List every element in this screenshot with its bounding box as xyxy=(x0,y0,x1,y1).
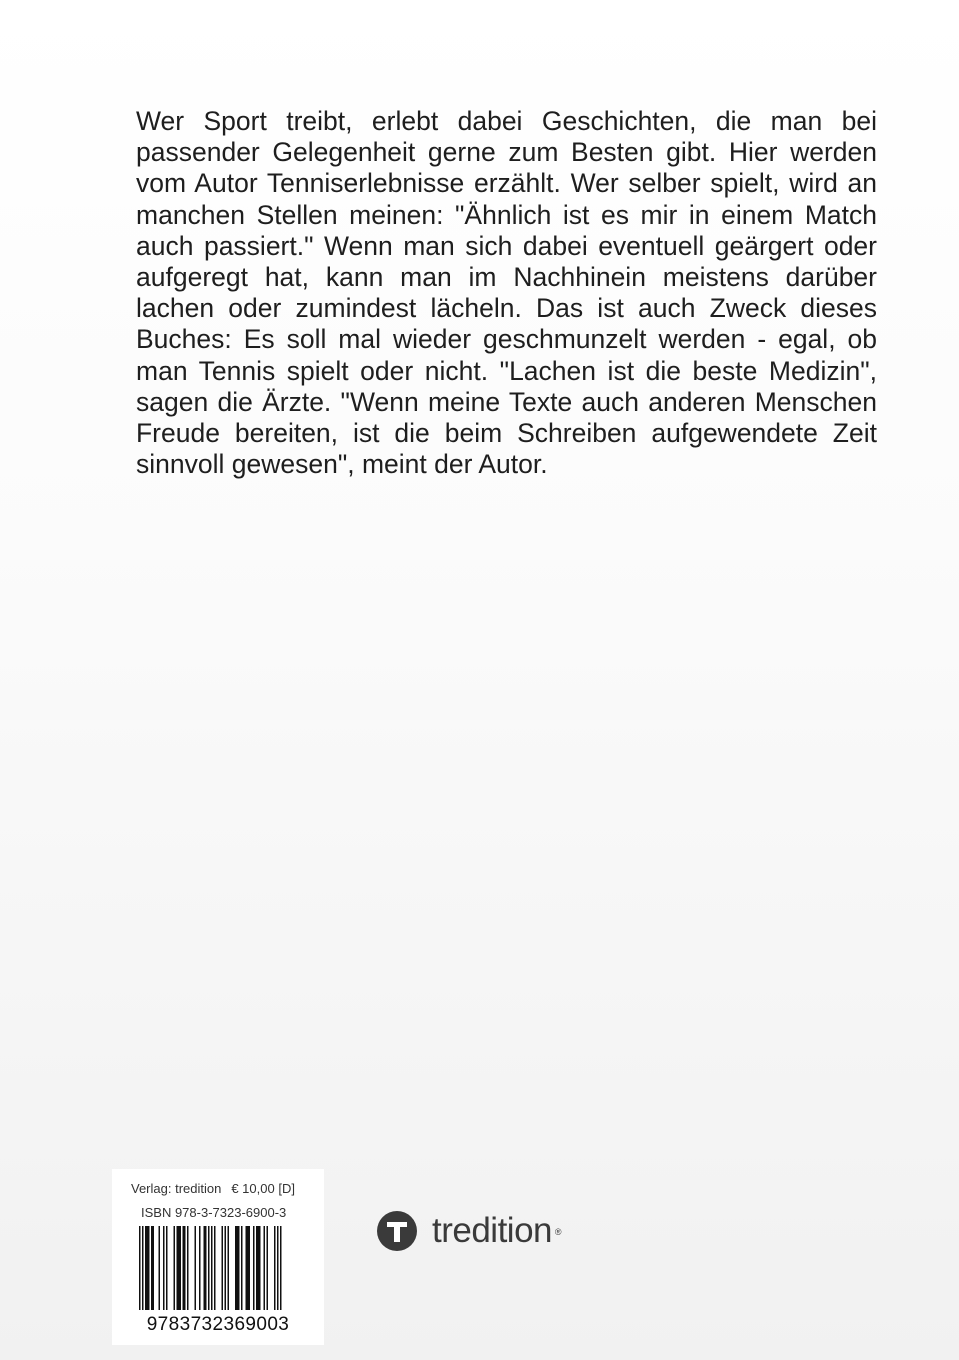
barcode-bar xyxy=(205,1226,207,1310)
isbn-label: ISBN 978-3-7323-6900-3 xyxy=(141,1205,287,1220)
barcode-bar xyxy=(256,1226,258,1310)
price-label: € 10,00 [D] xyxy=(231,1181,295,1196)
barcode-bar xyxy=(184,1226,186,1310)
barcode-bar xyxy=(277,1226,279,1310)
barcode-bar xyxy=(151,1226,153,1310)
barcode-bar xyxy=(267,1226,269,1310)
barcode-bar xyxy=(246,1226,248,1310)
barcode-bar xyxy=(187,1226,189,1310)
barcode-box xyxy=(112,1169,324,1345)
barcode-bar xyxy=(237,1226,239,1310)
back-cover-blurb: Wer Sport treibt, erlebt dabei Geschichten, die man bei passender Gelegenheit gerne zum Besten gibt. Hier werden vom Autor Tenniserlebnisse erzählt. Wer selber spielt, wird an manchen Stellen meinen: "Ähnlich ist es mir in einem Match auch passiert." Wenn man sich dabei eventuell geärgert oder aufgeregt hat, kann man im Nachhinein meistens darüber lachen oder zumindest lächeln. Das ist auch Zweck dieses Buches: Es soll mal wieder geschmunzelt werden - egal, ob man Tennis spielt oder nicht. "Lachen ist die beste Medizin", sagen die Ärzte. "Wenn meine Texte auch anderen Menschen Freude bereiten, ist die beim Schreiben aufgewendete Zeit sinnvoll gewesen", meint der Autor. xyxy=(136,106,877,480)
barcode-bar xyxy=(249,1226,251,1310)
barcode-bar xyxy=(228,1226,230,1310)
barcode-bar xyxy=(139,1226,141,1310)
logo-wordmark: tredition ® xyxy=(432,1211,562,1250)
barcode-bar xyxy=(174,1226,176,1310)
barcode-bar xyxy=(208,1226,210,1310)
tredition-logo-icon xyxy=(377,1211,417,1251)
barcode-bar xyxy=(180,1226,182,1310)
barcode-bar xyxy=(235,1226,237,1310)
barcode-bar xyxy=(214,1226,216,1310)
barcode-bar xyxy=(264,1226,266,1310)
barcode-bar xyxy=(247,1226,249,1310)
barcode-bar xyxy=(253,1226,255,1310)
barcode-bar xyxy=(241,1226,243,1310)
barcode-bar xyxy=(204,1226,206,1310)
barcode-bar xyxy=(183,1226,185,1310)
barcode-bar xyxy=(153,1226,155,1310)
barcode-bar xyxy=(148,1226,150,1310)
barcode-bar xyxy=(178,1226,180,1310)
barcode-bar xyxy=(147,1226,149,1310)
barcode-number: 9783732369003 xyxy=(146,1314,290,1335)
barcode-bar xyxy=(280,1226,282,1310)
barcode-bar xyxy=(258,1226,260,1310)
registered-mark: ® xyxy=(554,1227,562,1237)
publisher-price-line xyxy=(131,1181,295,1196)
barcode-bar xyxy=(238,1226,240,1310)
barcode-bar xyxy=(177,1226,179,1310)
barcode-bar xyxy=(166,1226,168,1310)
barcode-bar xyxy=(222,1226,224,1310)
barcode-bar xyxy=(195,1226,197,1310)
barcode-bar xyxy=(225,1226,227,1310)
barcode-bar xyxy=(259,1226,261,1310)
publisher-label: Verlag: tredition xyxy=(131,1181,222,1196)
publisher-logo xyxy=(377,1206,562,1256)
barcode-bar xyxy=(211,1226,213,1310)
barcode-graphic xyxy=(139,1226,297,1310)
barcode-bar xyxy=(159,1226,161,1310)
barcode-bar xyxy=(145,1226,147,1310)
barcode-bar xyxy=(274,1226,276,1310)
barcode-bar xyxy=(199,1226,201,1310)
barcode-bar xyxy=(163,1226,165,1310)
barcode-bar xyxy=(142,1226,144,1310)
